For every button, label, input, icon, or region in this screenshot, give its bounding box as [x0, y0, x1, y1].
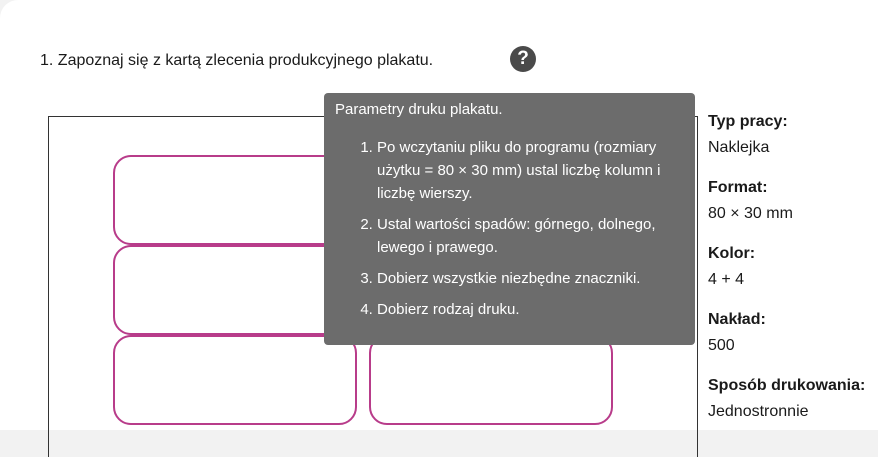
- spec-type-value: Naklejka: [708, 139, 770, 156]
- order-spec-panel: [708, 112, 878, 442]
- sticker-outline: [113, 245, 357, 335]
- spec-print-label: Sposób drukowania:: [708, 377, 866, 394]
- spec-print-value: Jednostronnie: [708, 403, 809, 420]
- help-tooltip: [324, 93, 695, 345]
- spec-color-label: Kolor:: [708, 245, 756, 262]
- sticker-outline: [369, 335, 613, 425]
- sticker-outline: [113, 155, 357, 245]
- sticker-outline: [113, 335, 357, 425]
- tooltip-step: 1. Po wczytaniu pliku do programu (rozmiary użytku = 80 × 30 mm) ustal liczbę kolumn i liczbę wierszy.: [377, 136, 683, 205]
- tooltip-step: 4. Dobierz rodzaj druku.: [377, 298, 683, 321]
- tooltip-steps: [335, 136, 683, 321]
- tooltip-title: Parametry druku plakatu.: [335, 101, 503, 118]
- tooltip-step: 3. Dobierz wszystkie niezbędne znaczniki.: [377, 267, 683, 290]
- tooltip-step: 2. Ustal wartości spadów: górnego, dolnego, lewego i prawego.: [377, 213, 683, 259]
- spec-run-label: Nakład:: [708, 311, 766, 328]
- spec-run-value: 500: [708, 337, 735, 354]
- spec-type-label: Typ pracy:: [708, 113, 788, 130]
- spec-format-value: 80 × 30 mm: [708, 205, 793, 222]
- spec-color-value: 4 + 4: [708, 271, 745, 288]
- help-icon[interactable]: ?: [510, 46, 536, 72]
- spec-format-label: Format:: [708, 179, 768, 196]
- task-instruction: 1. Zapoznaj się z kartą zlecenia produkcyjnego plakatu.: [40, 52, 434, 69]
